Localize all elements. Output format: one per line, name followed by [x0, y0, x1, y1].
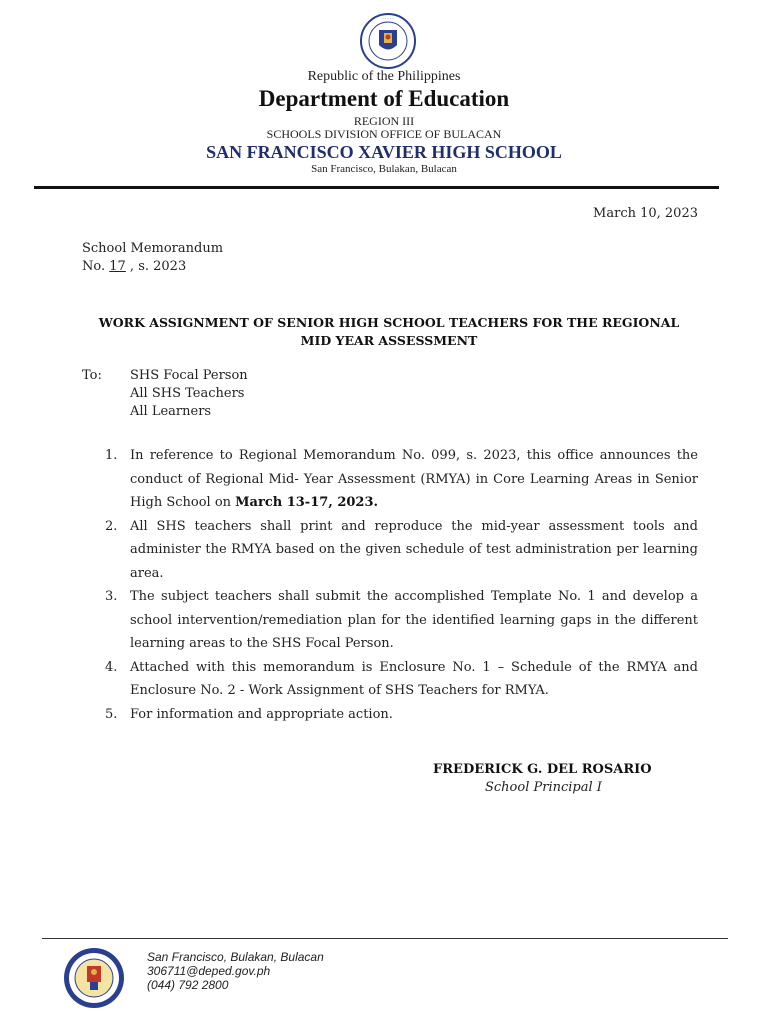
header-divider	[34, 186, 719, 189]
item-number: 4.	[105, 659, 118, 675]
list-item	[100, 515, 698, 586]
department-title: Department of Education	[258, 86, 510, 111]
svg-text:· · · · ·: · · · · ·	[382, 16, 394, 21]
recipient-item: All Learners	[130, 404, 212, 419]
item-number: 3.	[105, 589, 118, 604]
list-item	[100, 444, 698, 515]
to-label: To:	[82, 368, 102, 383]
footer-email[interactable]: 306711@deped.gov.ph	[147, 964, 271, 978]
item-text: In reference to Regional Memorandum No. 099, s. 2023, this office announces the conduct of Regional Mid- Year Assessment (RMYA) in Core Learning Areas in Senior High School on	[130, 448, 698, 510]
school-seal-logo	[60, 946, 128, 1010]
memo-number-value: 17	[109, 259, 126, 274]
signatory-title: School Principal I	[485, 780, 602, 795]
memo-date: March 10, 2023	[593, 206, 698, 221]
signatory-name: FREDERICK G. DEL ROSARIO	[433, 762, 652, 777]
item-number: 1.	[105, 448, 118, 463]
item-bold-date: March 13-17, 2023.	[235, 495, 379, 510]
division-line: SCHOOLS DIVISION OFFICE OF BULACAN	[266, 127, 502, 141]
memo-number	[82, 258, 186, 276]
item-text: For information and appropriate action.	[130, 706, 393, 722]
recipient-item: All SHS Teachers	[130, 386, 245, 401]
memo-items	[100, 444, 698, 726]
republic-line: Republic of the Philippines	[307, 69, 461, 84]
item-text: All SHS teachers shall print and reproduce the mid-year assessment tools and administer the RMYA based on the given schedule of test administration per learning area.	[130, 518, 698, 581]
item-text: The subject teachers shall submit the accomplished Template No. 1 and develop a school intervention/remediation plan for the identified learning gaps in the different learning areas to the SHS Focal Person.	[130, 589, 698, 651]
item-number: 2.	[105, 518, 118, 534]
school-name: SAN FRANCISCO XAVIER HIGH SCHOOL	[206, 142, 562, 162]
item-text: Attached with this memorandum is Enclosure No. 1 – Schedule of the RMYA and Enclosure No. 2 - Work Assignment of SHS Teachers for RMYA.	[130, 659, 698, 698]
recipient-item: SHS Focal Person	[130, 368, 248, 383]
memo-label: School Memorandum	[82, 241, 224, 256]
list-item	[100, 656, 698, 703]
item-number: 5.	[105, 706, 118, 722]
region-line: REGION III	[353, 114, 415, 128]
school-address: San Francisco, Bulakan, Bulacan	[311, 163, 457, 175]
memo-subject: WORK ASSIGNMENT OF SENIOR HIGH SCHOOL TEACHERS FOR THE REGIONAL MID YEAR ASSESSMENT	[98, 315, 680, 348]
list-item	[100, 703, 698, 727]
memo-number-prefix: No.	[82, 259, 110, 274]
memo-number-suffix: , s. 2023	[125, 259, 187, 274]
footer-phone: (044) 792 2800	[147, 978, 229, 992]
recipient-list	[130, 367, 248, 421]
list-item	[100, 585, 698, 656]
footer-address: San Francisco, Bulakan, Bulacan	[147, 950, 324, 964]
deped-seal-logo	[355, 12, 421, 70]
footer-divider	[42, 938, 728, 939]
